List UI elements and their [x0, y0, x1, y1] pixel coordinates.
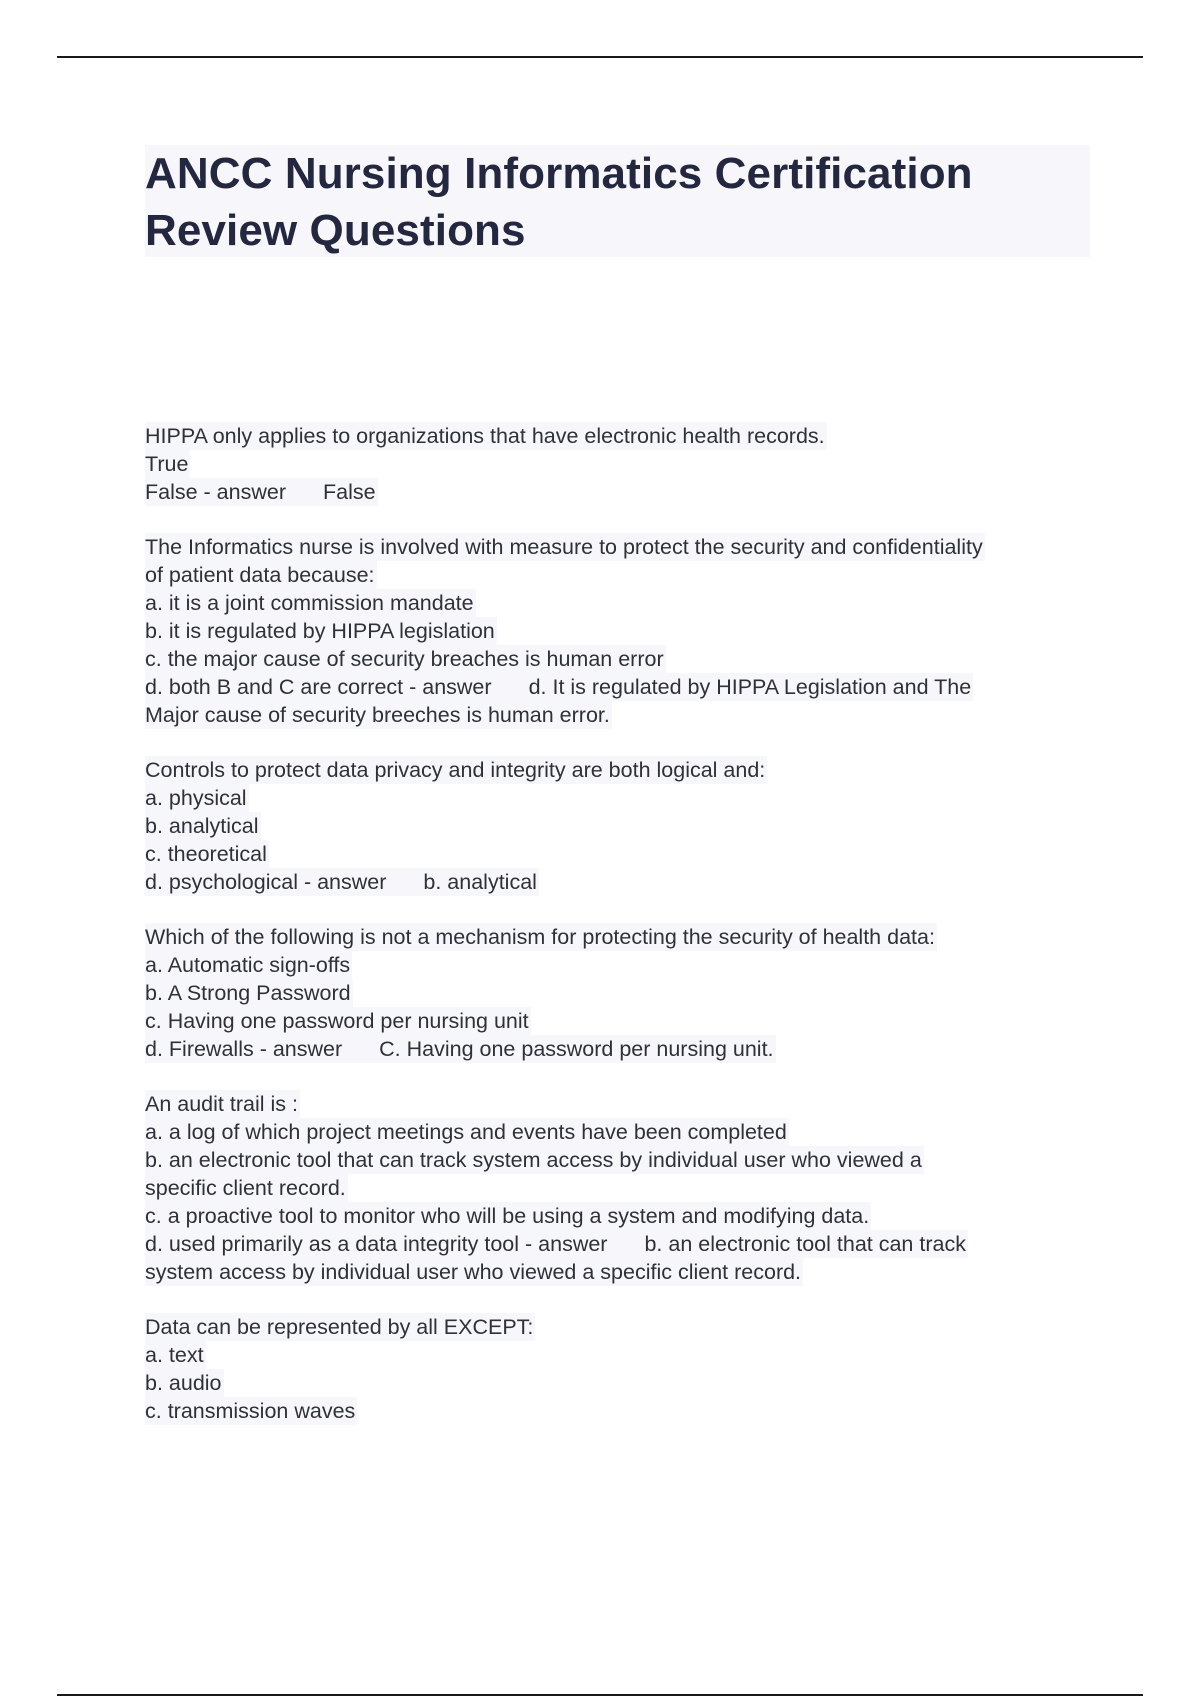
option-line: specific client record. [145, 1176, 346, 1200]
question-block [145, 1313, 1095, 1425]
answer-prefix: d. Firewalls - answer [145, 1037, 343, 1061]
questions-list [145, 422, 1095, 1452]
header-rule [57, 56, 1143, 58]
option-line: a. physical [145, 786, 247, 810]
question-line: An audit trail is : [145, 1092, 298, 1116]
question-line: Data can be represented by all EXCEPT: [145, 1315, 534, 1339]
answer-prefix: d. both B and C are correct - answer [145, 675, 492, 699]
option-line: c. transmission waves [145, 1399, 356, 1423]
answer-continuation: Major cause of security breeches is human error. [145, 703, 610, 727]
question-block [145, 533, 1095, 729]
option-line: c. the major cause of security breaches is human error [145, 647, 664, 671]
option-line: b. audio [145, 1371, 222, 1395]
option-line: b. an electronic tool that can track system access by individual user who viewed a [145, 1148, 922, 1172]
option-line: b. analytical [145, 814, 259, 838]
option-line: b. A Strong Password [145, 981, 351, 1005]
answer-prefix: False - answer [145, 480, 286, 504]
answer-line [145, 868, 539, 896]
question-line: of patient data because: [145, 563, 375, 587]
question-line: True [145, 452, 189, 476]
question-block [145, 422, 1095, 506]
option-line: c. a proactive tool to monitor who will be using a system and modifying data. [145, 1204, 870, 1228]
question-block [145, 923, 1095, 1063]
answer-text: b. an electronic tool that can track [644, 1232, 966, 1256]
option-line: b. it is regulated by HIPPA legislation [145, 619, 495, 643]
answer-text: C. Having one password per nursing unit. [379, 1037, 774, 1061]
question-line: Which of the following is not a mechanism for protecting the security of health data: [145, 925, 935, 949]
page-title: ANCC Nursing Informatics Certification Review Questions [145, 149, 973, 255]
answer-continuation: system access by individual user who viewed a specific client record. [145, 1260, 802, 1284]
option-line: a. text [145, 1343, 204, 1367]
question-block [145, 1090, 1095, 1286]
footer-rule [57, 1694, 1143, 1696]
answer-text: False [323, 480, 376, 504]
title-block [145, 145, 1090, 257]
option-line: a. Automatic sign-offs [145, 953, 351, 977]
answer-prefix: d. used primarily as a data integrity tool - answer [145, 1232, 608, 1256]
question-line: Controls to protect data privacy and integrity are both logical and: [145, 758, 766, 782]
option-line: a. it is a joint commission mandate [145, 591, 474, 615]
answer-line [145, 673, 973, 701]
answer-prefix: d. psychological - answer [145, 870, 387, 894]
option-line: a. a log of which project meetings and events have been completed [145, 1120, 787, 1144]
question-line: The Informatics nurse is involved with measure to protect the security and confidentiality [145, 535, 983, 559]
answer-line [145, 478, 378, 506]
option-line: c. Having one password per nursing unit [145, 1009, 529, 1033]
answer-text: d. It is regulated by HIPPA Legislation and The [528, 675, 972, 699]
option-line: c. theoretical [145, 842, 267, 866]
question-line: HIPPA only applies to organizations that have electronic health records. [145, 424, 825, 448]
answer-line [145, 1230, 968, 1258]
answer-line [145, 1035, 776, 1063]
question-block [145, 756, 1095, 896]
answer-text: b. analytical [423, 870, 537, 894]
